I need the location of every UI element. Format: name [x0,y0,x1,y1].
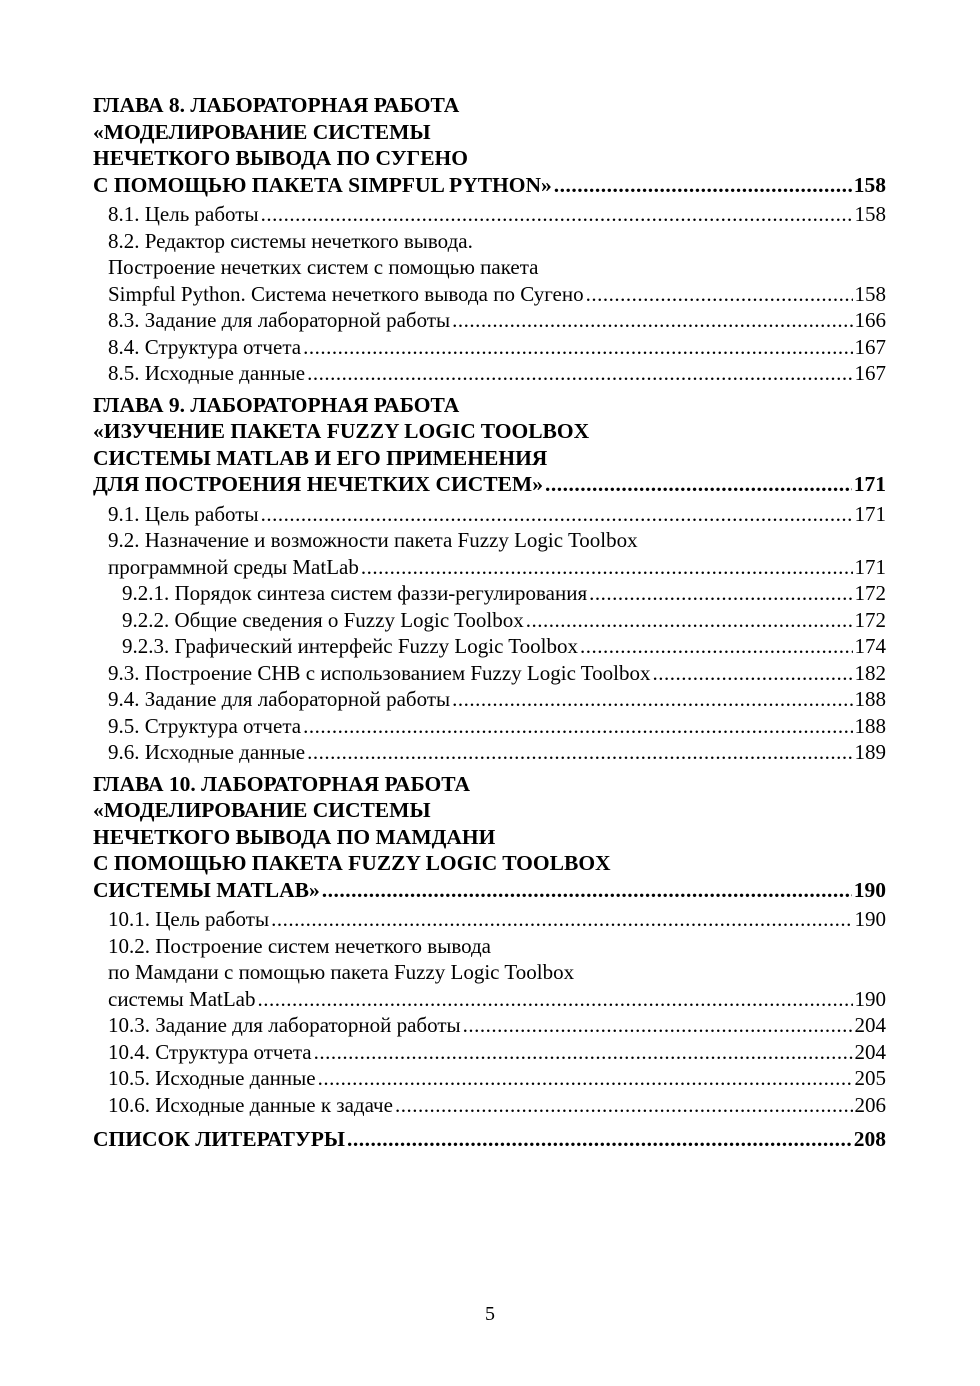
entry-title-line: 10.2. Построение систем нечеткого вывода [108,933,492,958]
toc-subentry[interactable] [93,580,886,607]
toc-entry[interactable] [93,334,886,361]
dot-leader [554,172,852,199]
page-ref: 171 [853,472,886,496]
page-ref: 190 [854,986,886,1011]
entry-title: 9.6. Исходные данные [108,740,306,764]
dot-leader [271,906,852,933]
dot-leader [545,471,852,498]
dot-leader [318,1065,853,1092]
toc-entry[interactable] [93,713,886,740]
page-ref: 158 [854,281,886,306]
page-ref: 166 [854,308,886,332]
page-ref: 190 [853,877,886,902]
entry-title-line: 8.2. Редактор системы нечеткого вывода. [108,228,473,253]
dot-leader [580,633,853,660]
entry-title: Simpful Python. Система нечеткого вывода по Сугено [108,281,584,306]
entry-title-line: по Мамдани с помощью пакета Fuzzy Logic Toolbox [108,960,575,984]
entry-title: 8.4. Структура отчета [108,334,302,359]
chapter-title-last-line[interactable] [93,471,886,498]
dot-leader [261,201,853,228]
entry-title-line: 9.2. Назначение и возможности пакета Fuzzy Logic Toolbox [108,528,638,552]
entry-title: 9.2.3. Графический интерфейс Fuzzy Logic Toolbox [122,634,578,658]
dot-leader [452,686,852,713]
entry-title: 10.6. Исходные данные к задаче [108,1092,393,1117]
page-ref: 167 [854,334,886,359]
toc-entry[interactable] [93,906,886,933]
entry-title: 9.2.1. Порядок синтеза систем фаззи-регулирования [122,581,588,605]
toc-entry[interactable] [93,360,886,387]
toc-entry[interactable] [93,1092,886,1119]
dot-leader [303,334,852,361]
entry-title: 9.2.2. Общие сведения о Fuzzy Logic Toolbox [122,607,524,632]
page-ref: 188 [854,713,886,738]
toc-entry[interactable] [93,660,886,687]
page-ref: 174 [854,634,886,658]
dot-leader [258,986,853,1013]
toc-subentry[interactable] [93,633,886,660]
entry-title: 8.3. Задание для лабораторной работы [108,308,451,332]
chapter-title-text: С ПОМОЩЬЮ ПАКЕТА SIMPFUL PYTHON» [93,172,552,197]
entry-title: 10.5. Исходные данные [108,1066,316,1090]
chapter-title-line: ГЛАВА 8. ЛАБОРАТОРНАЯ РАБОТА [93,93,460,117]
chapter-8 [93,92,886,387]
entry-title: 9.4. Задание для лабораторной работы [108,687,451,711]
page-ref: 190 [854,907,886,931]
entry-title: 8.1. Цель работы [108,202,259,226]
dot-leader [347,1126,852,1153]
chapter-title-line: «МОДЕЛИРОВАНИЕ СИСТЕМЫ [93,798,431,822]
page-ref: 158 [853,172,886,197]
entry-title-line: Построение нечетких систем с помощью пакета [108,255,539,279]
page-ref: 204 [854,1039,886,1064]
chapter-title-last-line[interactable] [93,172,886,199]
entry-title: 8.5. Исходные данные [108,361,306,385]
chapter-title-line: НЕЧЕТКОГО ВЫВОДА ПО МАМДАНИ [93,824,496,849]
chapter-title-line: ГЛАВА 9. ЛАБОРАТОРНАЯ РАБОТА [93,392,460,417]
page-ref: 172 [854,607,886,632]
toc-entry[interactable] [93,1039,886,1066]
page-number: 5 [485,1303,495,1325]
dot-leader [463,1012,853,1039]
chapter-9 [93,392,886,766]
page-ref: 158 [854,202,886,226]
entry-title: 10.4. Структура отчета [108,1039,312,1064]
entry-title: 10.3. Задание для лабораторной работы [108,1013,461,1037]
dot-leader [652,660,852,687]
chapter-title-line: С ПОМОЩЬЮ ПАКЕТА FUZZY LOGIC TOOLBOX [93,851,611,875]
page-ref: 188 [854,687,886,711]
chapter-title-line: «МОДЕЛИРОВАНИЕ СИСТЕМЫ [93,119,431,144]
dot-leader [452,307,852,334]
dot-leader [361,554,853,581]
page-ref: 204 [854,1013,886,1037]
toc-entry[interactable] [93,201,886,228]
page-ref: 171 [854,501,886,526]
entry-title: 10.1. Цель работы [108,907,270,931]
toc-entry[interactable] [93,501,886,528]
entry-title: 9.5. Структура отчета [108,713,302,738]
chapter-10 [93,771,886,1119]
toc-subentry[interactable] [93,607,886,634]
literature-title: СПИСОК ЛИТЕРАТУРЫ [93,1127,345,1151]
chapter-title-last-line[interactable] [93,877,886,904]
chapter-title-line: ГЛАВА 10. ЛАБОРАТОРНАЯ РАБОТА [93,771,471,796]
dot-leader [589,580,852,607]
toc-entry[interactable] [93,1065,886,1092]
chapter-title-text: ДЛЯ ПОСТРОЕНИЯ НЕЧЕТКИХ СИСТЕМ» [93,472,543,496]
page-ref: 167 [854,361,886,385]
page-ref: 171 [854,554,886,579]
page-ref: 182 [854,660,886,685]
toc-entry[interactable] [93,986,886,1013]
page-ref: 189 [854,740,886,764]
dot-leader [261,501,853,528]
dot-leader [303,713,852,740]
chapter-title-line: СИСТЕМЫ MATLAB И ЕГО ПРИМЕНЕНИЯ [93,445,548,470]
toc-entry[interactable] [93,554,886,581]
toc-entry[interactable] [93,739,886,766]
dot-leader [307,360,852,387]
entry-title: программной среды MatLab [108,554,359,579]
dot-leader [307,739,852,766]
toc-entry[interactable] [93,1012,886,1039]
toc-entry[interactable] [93,281,886,308]
page-ref: 172 [854,581,886,605]
chapter-title-line: НЕЧЕТКОГО ВЫВОДА ПО СУГЕНО [93,146,468,170]
entry-title: 9.3. Построение СНВ с использованием Fuzzy Logic Toolbox [108,660,651,685]
table-of-contents [93,92,886,1153]
page-ref: 208 [853,1127,886,1151]
toc-entry[interactable] [93,686,886,713]
dot-leader [322,877,852,904]
chapter-title-text: СИСТЕМЫ MATLAB» [93,877,320,902]
toc-entry[interactable] [93,307,886,334]
entry-title: системы MatLab [108,986,256,1011]
dot-leader [395,1092,853,1119]
dot-leader [314,1039,853,1066]
dot-leader [586,281,853,308]
page-ref: 206 [854,1092,886,1117]
literature-entry[interactable] [93,1126,886,1153]
entry-title: 9.1. Цель работы [108,501,259,526]
page-ref: 205 [854,1066,886,1090]
dot-leader [526,607,853,634]
chapter-title-line: «ИЗУЧЕНИЕ ПАКЕТА FUZZY LOGIC TOOLBOX [93,419,590,443]
